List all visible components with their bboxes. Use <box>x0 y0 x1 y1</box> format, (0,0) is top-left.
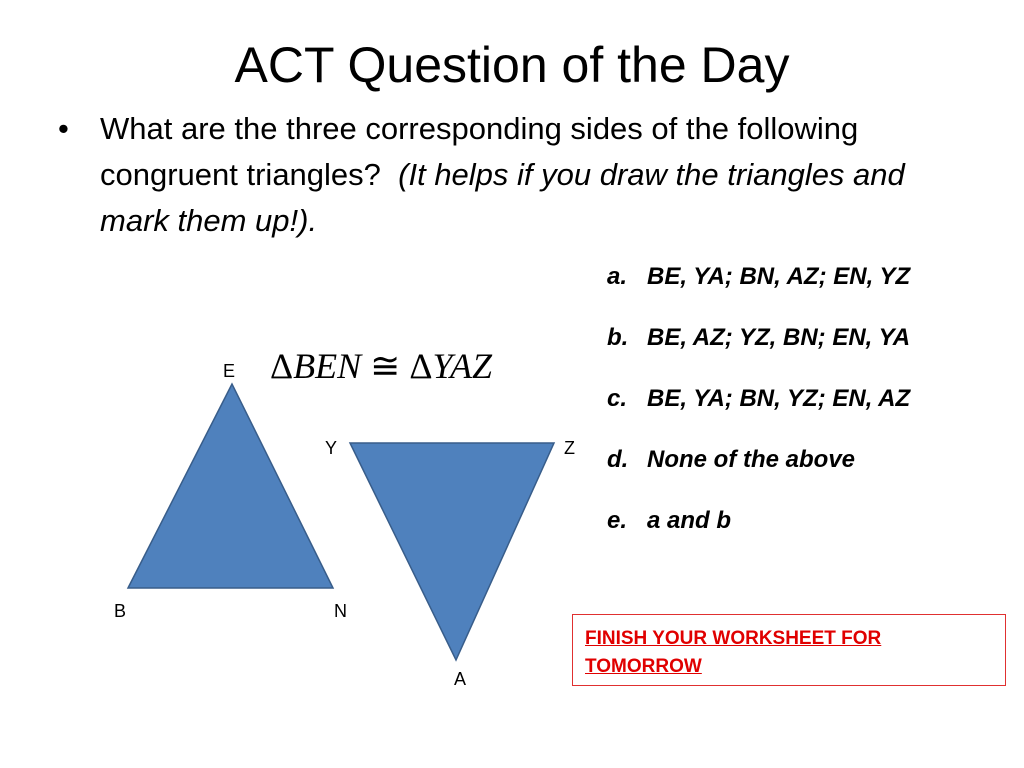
worksheet-notice: FINISH YOUR WORKSHEET FOR TOMORROW <box>572 614 1006 686</box>
vertex-label-z: Z <box>564 438 575 458</box>
option-letter: c. <box>607 384 628 412</box>
option-letter: b. <box>607 323 629 351</box>
triangle-yaz-name: YAZ <box>432 346 493 386</box>
option-text: None of the above <box>647 445 856 473</box>
vertex-label-y: Y <box>325 438 338 458</box>
bullet-dot: • <box>58 111 69 146</box>
slide-title: ACT Question of the Day <box>234 37 790 93</box>
vertex-label-b: B <box>114 601 127 621</box>
option-letter: d. <box>607 445 629 473</box>
option-text: a and b <box>647 506 732 534</box>
vertex-label-n: N <box>334 601 347 621</box>
vertex-label-e: E <box>223 361 236 381</box>
triangle-ben <box>128 384 333 588</box>
option-text: BE, YA; BN, AZ; EN, YZ <box>647 262 911 290</box>
triangle-ben-name: BEN <box>293 346 362 386</box>
question-hint: (It helps if you draw the triangles and mark them up!). <box>100 157 905 238</box>
option-text: BE, AZ; YZ, BN; EN, YA <box>647 323 911 351</box>
question-plain: What are the three corresponding sides of the following congruent triangles? <box>100 111 859 192</box>
delta-symbol: Δ <box>270 346 294 386</box>
triangle-yaz <box>350 443 554 660</box>
option-letter: a. <box>607 262 628 290</box>
congruent-symbol: ≅ <box>370 346 401 386</box>
option-text: BE, YA; BN, YZ; EN, AZ <box>647 384 911 412</box>
vertex-label-a: A <box>454 669 467 689</box>
option-letter: e. <box>607 506 628 534</box>
delta-symbol: Δ <box>409 346 433 386</box>
